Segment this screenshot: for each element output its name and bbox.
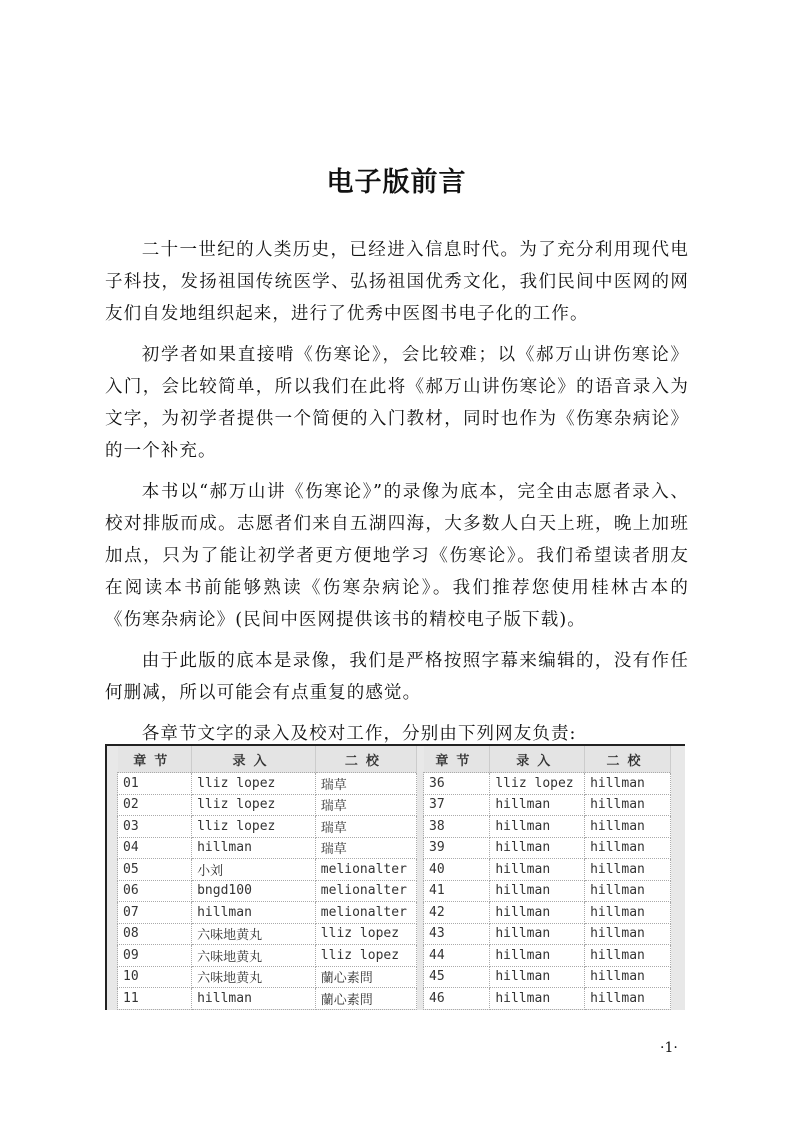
table-cell: hillman	[585, 923, 671, 945]
table-cell: hillman	[585, 794, 671, 816]
table-cell: 40	[424, 859, 490, 881]
table-cell: lliz lopez	[315, 945, 416, 967]
table-cell: melionalter	[315, 902, 416, 924]
contributors-table	[105, 744, 685, 1010]
table-cell: lliz lopez	[192, 794, 316, 816]
table-row	[424, 988, 671, 1010]
table-row	[118, 880, 417, 902]
table-cell: 01	[118, 773, 192, 795]
table-cell: 09	[118, 945, 192, 967]
table-row	[424, 880, 671, 902]
table-cell: hillman	[490, 923, 585, 945]
paragraph: 初学者如果直接啃《伤寒论》，会比较难；以《郝万山讲伤寒论》入门，会比较简单，所以我们在此将《郝万山讲伤寒论》的语音录入为文字，为初学者提供一个简便的入门教材，同时也作为《伤寒杂病论》的一个补充。	[105, 345, 689, 461]
table-cell: 43	[424, 923, 490, 945]
table-cell: 02	[118, 794, 192, 816]
table-row	[424, 966, 671, 988]
table-row	[424, 945, 671, 967]
table-cell: hillman	[585, 773, 671, 795]
table-cell: hillman	[192, 988, 316, 1010]
table-cell: 六味地黄丸	[192, 966, 316, 988]
table-cell: 41	[424, 880, 490, 902]
table-row	[424, 837, 671, 859]
table-cell: hillman	[490, 880, 585, 902]
table-cell: 11	[118, 988, 192, 1010]
table-row	[424, 816, 671, 838]
table-row	[424, 773, 671, 795]
table-cell: hillman	[490, 794, 585, 816]
table-cell: 39	[424, 837, 490, 859]
preface-body	[105, 234, 689, 759]
table-cell: hillman	[585, 988, 671, 1010]
table-row	[118, 773, 417, 795]
paragraph: 本书以“郝万山讲《伤寒论》”的录像为底本，完全由志愿者录入、校对排版而成。志愿者们来自五湖四海，大多数人白天上班，晚上加班加点，只为了能让初学者更方便地学习《伤寒论》。我们希望读者朋友在阅读本书前能够熟读《伤寒杂病论》。我们推荐您使用桂林古本的《伤寒杂病论》(民间中医网提供该书的精校电子版下载)。	[105, 482, 690, 630]
table-cell: hillman	[490, 837, 585, 859]
table-cell: 08	[118, 923, 192, 945]
table-row	[424, 859, 671, 881]
table-cell: 瑞草	[315, 837, 416, 859]
table-cell: hillman	[490, 966, 585, 988]
paragraph: 由于此版的底本是录像，我们是严格按照字幕来编辑的，没有作任何删减，所以可能会有点重复的感觉。	[105, 651, 689, 703]
table-cell: hillman	[490, 988, 585, 1010]
column-header: 章节	[424, 746, 490, 773]
table-row	[118, 816, 417, 838]
table-cell: 瑞草	[315, 816, 416, 838]
table-cell: hillman	[585, 880, 671, 902]
table-row	[118, 902, 417, 924]
table-cell: melionalter	[315, 880, 416, 902]
table-cell: hillman	[490, 945, 585, 967]
table-cell: 10	[118, 966, 192, 988]
column-header: 录入	[490, 746, 585, 773]
table-cell: 38	[424, 816, 490, 838]
table-row	[118, 859, 417, 881]
table-row	[424, 923, 671, 945]
table-row	[118, 966, 417, 988]
table-row	[118, 945, 417, 967]
table-cell: hillman	[585, 945, 671, 967]
table-cell: 36	[424, 773, 490, 795]
table-cell: bngd100	[192, 880, 316, 902]
table-cell: 44	[424, 945, 490, 967]
table-cell: hillman	[585, 816, 671, 838]
table-cell: hillman	[585, 837, 671, 859]
table-cell: hillman	[490, 859, 585, 881]
table-cell: 46	[424, 988, 490, 1010]
table-cell: 小刘	[192, 859, 316, 881]
page-title: 电子版前言	[326, 167, 467, 198]
table-cell: 03	[118, 816, 192, 838]
paragraph: 各章节文字的录入及校对工作，分别由下列网友负责:	[141, 724, 577, 744]
table-row	[118, 837, 417, 859]
paragraph: 二十一世纪的人类历史，已经进入信息时代。为了充分利用现代电子科技，发扬祖国传统医学、弘扬祖国优秀文化，我们民间中医网的网友们自发地组织起来，进行了优秀中医图书电子化的工作。	[105, 240, 689, 324]
table-cell: hillman	[490, 816, 585, 838]
table-cell: 06	[118, 880, 192, 902]
table-cell: 05	[118, 859, 192, 881]
table-cell: melionalter	[315, 859, 416, 881]
contributors-table-right	[423, 746, 671, 1010]
table-cell: lliz lopez	[315, 923, 416, 945]
table-cell: hillman	[585, 902, 671, 924]
table-cell: lliz lopez	[490, 773, 585, 795]
table-row	[424, 902, 671, 924]
column-header: 章节	[118, 746, 192, 773]
contributors-table-left	[117, 746, 417, 1010]
table-cell: hillman	[490, 902, 585, 924]
table-row	[118, 988, 417, 1010]
table-row	[118, 794, 417, 816]
table-cell: 45	[424, 966, 490, 988]
table-cell: lliz lopez	[192, 816, 316, 838]
column-header: 二校	[315, 746, 416, 773]
table-cell: 六味地黄丸	[192, 945, 316, 967]
table-cell: 04	[118, 837, 192, 859]
table-cell: hillman	[585, 966, 671, 988]
table-row	[118, 923, 417, 945]
table-row	[424, 794, 671, 816]
table-cell: 蘭心素問	[315, 988, 416, 1010]
page-number: ·1·	[660, 1040, 678, 1056]
table-cell: 瑞草	[315, 794, 416, 816]
table-cell: lliz lopez	[192, 773, 316, 795]
table-cell: 瑞草	[315, 773, 416, 795]
table-cell: 37	[424, 794, 490, 816]
column-header: 二校	[585, 746, 671, 773]
table-cell: 蘭心素問	[315, 966, 416, 988]
column-header: 录入	[192, 746, 316, 773]
table-cell: hillman	[192, 902, 316, 924]
table-cell: 07	[118, 902, 192, 924]
table-cell: 六味地黄丸	[192, 923, 316, 945]
table-cell: hillman	[192, 837, 316, 859]
table-cell: hillman	[585, 859, 671, 881]
table-cell: 42	[424, 902, 490, 924]
